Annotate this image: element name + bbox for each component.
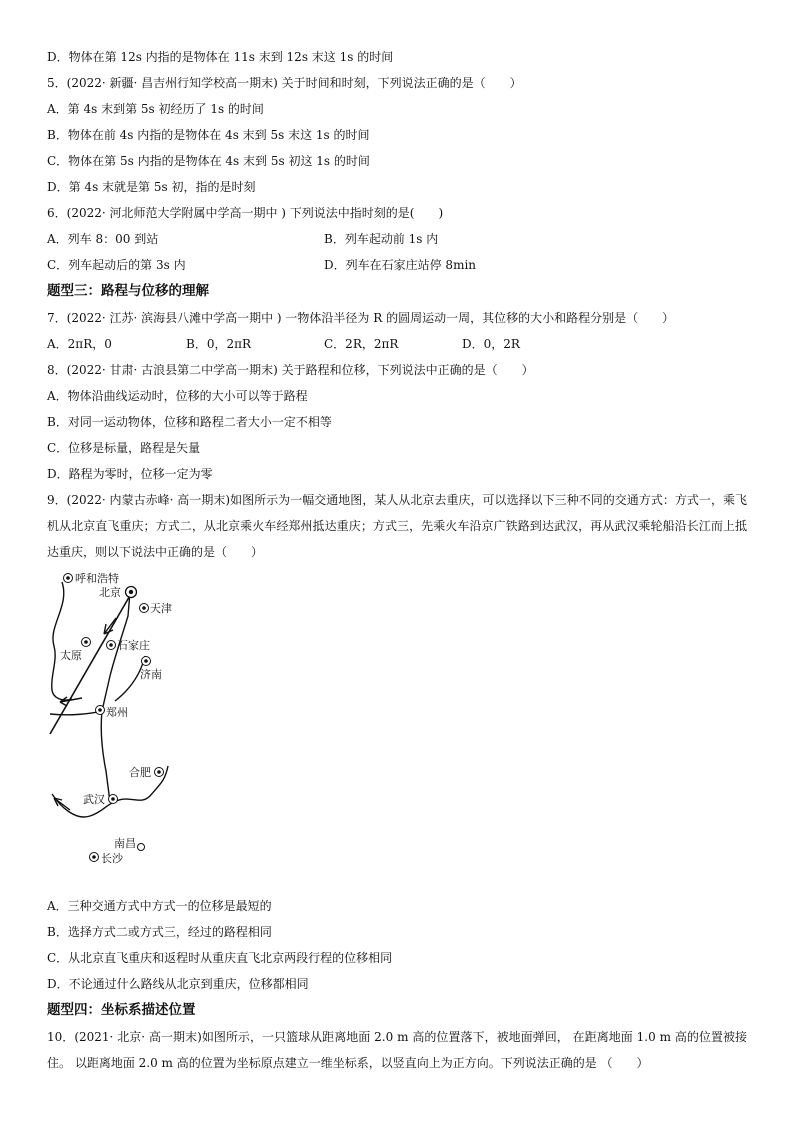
city-marker-changsha	[90, 853, 99, 862]
option-5b: B．物体在前 4s 内指的是物体在 4s 末到 5s 末这 1s 的时间	[47, 128, 370, 142]
river-arrow-icon	[54, 798, 70, 810]
question-10: 10．(2021· 北京· 高一期末)如图所示，一只篮球从距离地面 2.0 m 高的位置落下，被地面弹回， 在距离地面 1.0 m 高的位置被接住。 以距离地面 2.0 m 高的位置为坐标原点建立一维坐标系，以竖直向上为正方向。下列说法正确的是 （ ）	[47, 1030, 747, 1070]
option-7d: D．0，2R	[462, 337, 520, 351]
question-6: 6．(2022· 河北师范大学附属中学高一期中 ) 下列说法中指时刻的是( )	[47, 206, 444, 220]
option-8d: D．路程为零时，位移一定为零	[47, 467, 213, 481]
city-marker-shijiazhuang	[107, 641, 116, 650]
label-beijing: 北京	[99, 586, 121, 599]
label-huhehaote: 呼和浩特	[75, 572, 119, 585]
option-6d: D．列车在石家庄站停 8min	[324, 258, 477, 272]
option-8b: B．对同一运动物体，位移和路程二者大小一定不相等	[47, 415, 332, 429]
option-7a: A．2πR，0	[47, 337, 112, 351]
line-q4d: D．物体在第 12s 内指的是物体在 11s 末到 12s 末这 1s 的时间	[47, 50, 394, 64]
city-marker-huhehaote	[64, 574, 73, 583]
label-taiyuan: 太原	[60, 649, 82, 662]
yellow-river-line	[52, 582, 72, 700]
traffic-map-figure	[40, 566, 200, 866]
city-marker-nanchang	[138, 844, 145, 851]
city-marker-jinan	[142, 657, 151, 666]
city-marker-wuhan	[109, 795, 118, 804]
city-marker-tianjin	[140, 604, 149, 613]
label-nanchang: 南昌	[114, 837, 136, 850]
label-wuhan: 武汉	[83, 793, 105, 806]
flight-arrow-icon	[104, 618, 116, 634]
option-8a: A．物体沿曲线运动时，位移的大小可以等于路程	[47, 389, 308, 403]
option-5d: D．第 4s 末就是第 5s 初，指的是时刻	[47, 180, 256, 194]
section-heading-3: 题型三：路程与位移的理解	[47, 283, 209, 299]
city-marker-beijing	[126, 587, 137, 598]
label-hefei: 合肥	[129, 766, 151, 779]
option-6a: A．列车 8：00 到站	[47, 232, 159, 246]
option-6b: B．列车起动前 1s 内	[324, 232, 439, 246]
label-changsha: 长沙	[101, 852, 123, 865]
question-7: 7．(2022· 江苏· 滨海县八滩中学高一期中 ) 一物体沿半径为 R 的圆周运动一周，其位移的大小和路程分别是（ ）	[47, 311, 675, 325]
question-9: 9．(2022· 内蒙古赤峰· 高一期末)如图所示为一幅交通地图，某人从北京去重庆，可以选择以下三种不同的交通方式：方式一，乘飞机从北京直飞重庆；方式二，从北京乘火车经郑州抵达重庆；方式三，先乘火车沿京广铁路到达武汉，再从武汉乘轮船沿长江而上抵达重庆，则以下说法中正确的是（ ）	[47, 493, 747, 559]
option-9b: B．选择方式二或方式三，经过的路程相同	[47, 925, 272, 939]
option-9c: C．从北京直飞重庆和返程时从重庆直飞北京两段行程的位移相同	[47, 951, 393, 965]
zhengzhou-west-railway	[50, 711, 102, 715]
option-5a: A．第 4s 末到第 5s 初经历了 1s 的时间	[47, 102, 264, 116]
label-jinan: 济南	[140, 668, 162, 681]
city-marker-hefei	[155, 768, 164, 777]
city-marker-taiyuan	[82, 638, 91, 647]
label-tianjin: 天津	[150, 602, 172, 615]
label-shijiazhuang: 石家庄	[117, 639, 150, 652]
question-5: 5．(2022· 新疆· 昌吉州行知学校高一期末) 关于时间和时刻，下列说法正确的是（ ）	[47, 76, 522, 90]
option-6c: C．列车起动后的第 3s 内	[47, 258, 186, 272]
label-zhengzhou: 郑州	[106, 706, 128, 719]
option-7c: C．2R，2πR	[324, 337, 399, 351]
option-9d: D．不论通过什么路线从北京到重庆，位移都相同	[47, 977, 309, 991]
option-7b: B．0，2πR	[186, 337, 252, 351]
option-5c: C．物体在第 5s 内指的是物体在 4s 末到 5s 初这 1s 的时间	[47, 154, 370, 168]
jinguang-railway-line	[101, 592, 130, 802]
option-8c: C．位移是标量，路程是矢量	[47, 441, 201, 455]
section-heading-4: 题型四：坐标系描述位置	[47, 1002, 196, 1018]
option-9a: A．三种交通方式中方式一的位移是最短的	[47, 899, 272, 913]
question-8: 8．(2022· 甘肃· 古浪县第二中学高一期末) 关于路程和位移，下列说法中正确的是（ ）	[47, 363, 534, 377]
city-marker-zhengzhou	[96, 706, 105, 715]
